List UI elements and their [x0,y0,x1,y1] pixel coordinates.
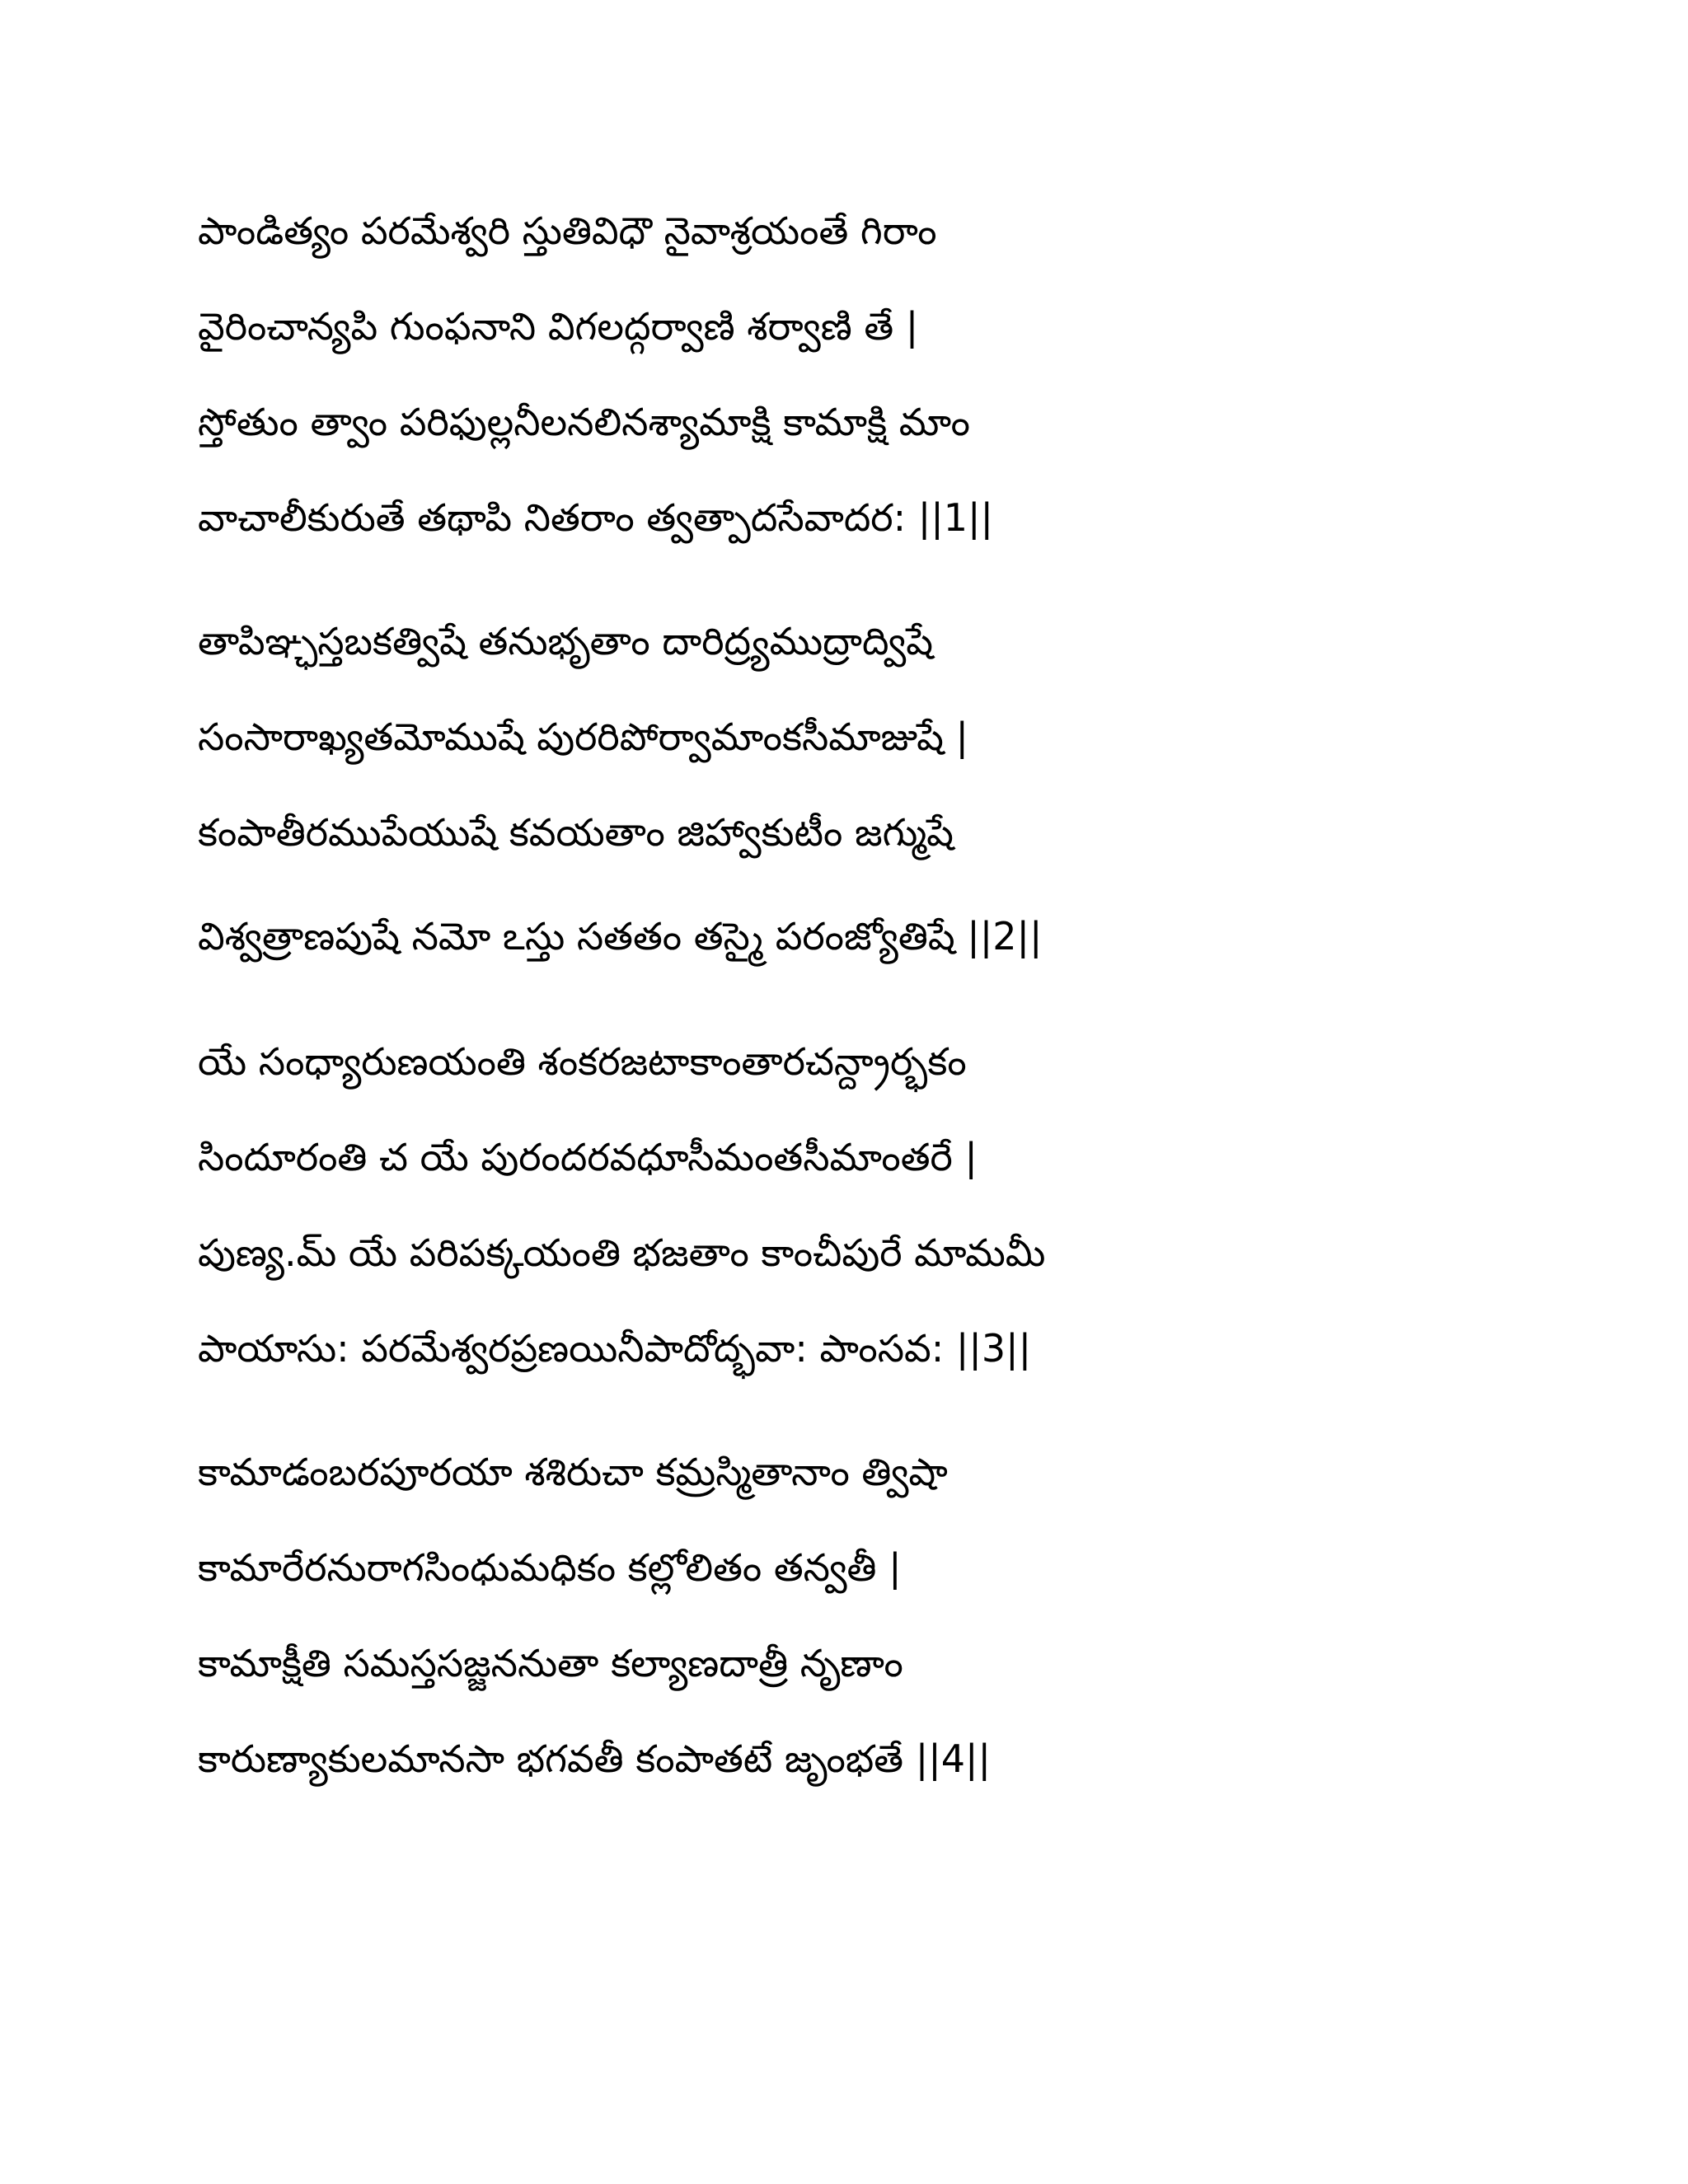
verse-3-line-1: యే సంధ్యారుణయంతి శంకరజటాకాంతారచన్ద్రార్భకం [198,1039,967,1084]
verse-2-line-4: విశ్వత్రాణపుషే నమో ఽస్తు సతతం తస్మై పరంజ్యోతిషే ||2|| [198,914,1043,958]
verse-4-line-1: కామాడంబరపూరయా శశిరుచా కమ్రస్మితానాం త్విషా [198,1450,948,1494]
verse-3-line-4: పాయాసు: పరమేశ్వరప్రణయినీపాదోద్భవా: పాంసవ: ||3|| [198,1326,1032,1371]
verse-4-line-4: కారుణ్యాకులమానసా భగవతీ కంపాతటే జృంభతే ||4|| [198,1736,991,1781]
verse-1-line-2: వైరించాన్యపి గుంఫనాని విగలద్గర్వాణి శర్వాణి తే | [198,304,919,349]
verse-4-line-2: కామారేరనురాగసింధుమధికం కల్లోలితం తన్వతీ | [198,1545,902,1590]
verse-2-line-1: తాపిఞ్ఛస్తబకత్విషే తనుభృతాం దారిద్ర్యముద్రాద్విషే [198,619,934,663]
verse-1-line-1: పాండిత్యం పరమేశ్వరి స్తుతివిధౌ నైవాశ్రయంతే గిరాం [198,209,937,253]
verse-3-line-2: సిందూరంతి చ యే పురందరవధూసీమంతసీమాంతరే | [198,1135,978,1179]
verse-4-line-3: కామాక్షీతి సమస్తసజ్జననుతా కల్యాణదాత్రీ నృణాం [198,1641,903,1685]
verse-1-line-4: వాచాలీకురుతే తథాపి నితరాం త్వత్పాదసేవాదర: ||1|| [198,495,993,540]
verse-1-line-3: స్తోతుం త్వాం పరిఫుల్లనీలనలినశ్యామాక్షి కామాక్షి మాం [198,400,970,444]
verse-2-line-2: సంసారాఖ్యతమోముషే పురరిపోర్వామాంకసీమాజుషే | [198,715,969,759]
verse-2-line-3: కంపాతీరముపేయుషే కవయతాం జిహ్వాకుటీం జగ్ముషే [198,810,954,855]
verse-3-line-3: పుణ్య.మ్ యే పరిపక్కయంతి భజతాం కాంచీపురే మామమీ [198,1230,1046,1275]
